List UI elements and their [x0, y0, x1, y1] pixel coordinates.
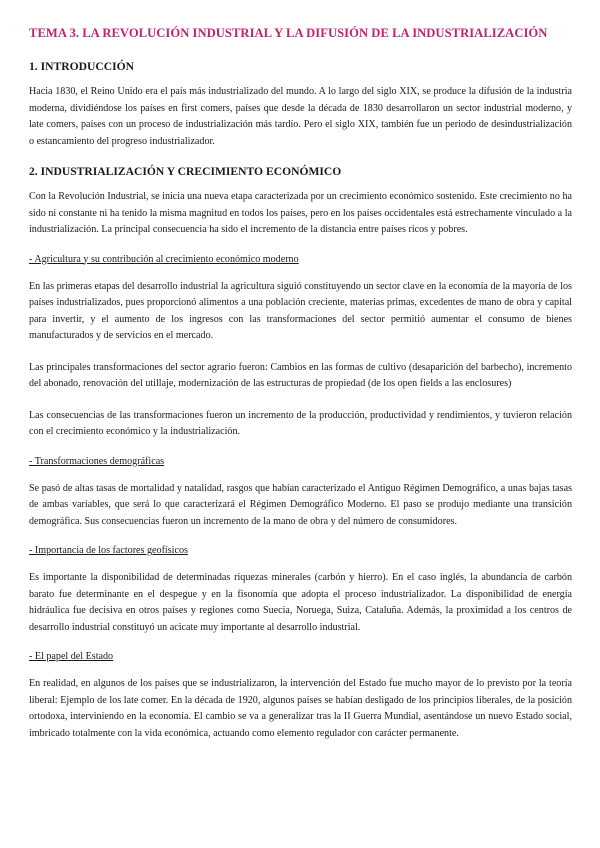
subsection-heading-agricultura: - Agricultura y su contribución al crecimiento económico moderno [29, 253, 299, 265]
subsection-heading-estado: - El papel del Estado [29, 651, 114, 662]
paragraph-agricultura-1: En las primeras etapas del desarrollo industrial la agricultura siguió constituyendo un sector clave en la economía de la mayoría de los países industrializados, pues proporcionó alimentos a una población creciente, materias primas, excedentes de mano de obra y capital para invertir, y el aumento de los ingresos con las transformaciones del sector permitió aumentar el consumo de bienes manufacturados y de servicios en el mercado. [29, 280, 572, 341]
paragraph-introduccion: Hacia 1830, el Reino Unido era el país más industrializado del mundo. A lo largo del siglo XIX, se produce la difusión de la industria moderna, dividiéndose los países en first comers, países que desde la década de 1830 desarrollaron un sector industrial moderno, y late comers, países con un proceso de industrialización más tardío. Pero el siglo XIX, también fue un periodo de desindustrialización o estancamiento del progreso industrializador. [29, 86, 572, 147]
paragraph-agricultura-3: Las consecuencias de las transformaciones fueron un incremento de la producción, productividad y rendimientos, y tuvieron relación con el crecimiento económico y la industrialización. [29, 409, 572, 437]
subsection-heading-demografia: - Transformaciones demográficas [29, 455, 165, 467]
section-heading-industrializacion: 2. INDUSTRIALIZACIÓN Y CRECIMIENTO ECONÓMICO [29, 165, 342, 178]
paragraph-estado: En realidad, en algunos de los países que se industrializaron, la intervención del Estado fue mucho mayor de lo previsto por la teoría liberal: Ejemplo de los late comer. En la década de 1920, algunos países se habían desligado de los principios liberales, de la posición ortodoxa, interviniendo en la economía. El cambio se va a generalizar tras la II Guerra Mundial, asentándose un nuevo Estado social, imbricado totalmente con la vida económica, actuando como elemento regulador con carácter permanente. [29, 678, 572, 739]
subsection-heading-geofisicos: - Importancia de los factores geofísicos [29, 545, 188, 556]
paragraph-demografia: Se pasó de altas tasas de mortalidad y natalidad, rasgos que habían caracterizado el Antiguo Régimen Demográfico, a unas bajas tasas de ambas variables, que será lo que caracterizará el Régimen Demográfico Moderno. El paso se produjo mediante una transición demográfica. Sus consecuencias fueron un incremento de la mano de obra y del número de consumidores. [29, 482, 572, 527]
paragraph-industrializacion: Con la Revolución Industrial, se inicia una nueva etapa caracterizada por un crecimiento económico sostenido. Este crecimiento no ha sido ni constante ni ha tenido la misma magnitud en todos los países, pero en los países occidentales está estrechamente vinculado a la industrialización. La principal consecuencia ha sido el incremento de la distancia entre países ricos y pobres. [29, 191, 572, 235]
document-title: TEMA 3. LA REVOLUCIÓN INDUSTRIAL Y LA DIFUSIÓN DE LA INDUSTRIALIZACIÓN [29, 26, 548, 40]
section-heading-introduccion: 1. INTRODUCCIÓN [29, 60, 134, 73]
paragraph-agricultura-2: Las principales transformaciones del sector agrario fueron: Cambios en las formas de cultivo (desaparición del barbecho), incremento del abonado, renovación del utillaje, modernización de las estructuras de propiedad (de los open fields a las enclosures) [29, 361, 572, 389]
paragraph-geofisicos: Es importante la disponibilidad de determinadas riquezas minerales (carbón y hierro). En el caso inglés, la abundancia de carbón barato fue determinante en el despegue y en la fisonomía que adopta el proceso industrializador. La disponibilidad de energía hidráulica fue decisiva en otros países y regiones como Suecia, Noruega, Suiza, Cataluña. Además, la proximidad a los centros de desarrollo industrial constituyó un acicate muy importante al desarrollo industrial. [29, 572, 572, 633]
